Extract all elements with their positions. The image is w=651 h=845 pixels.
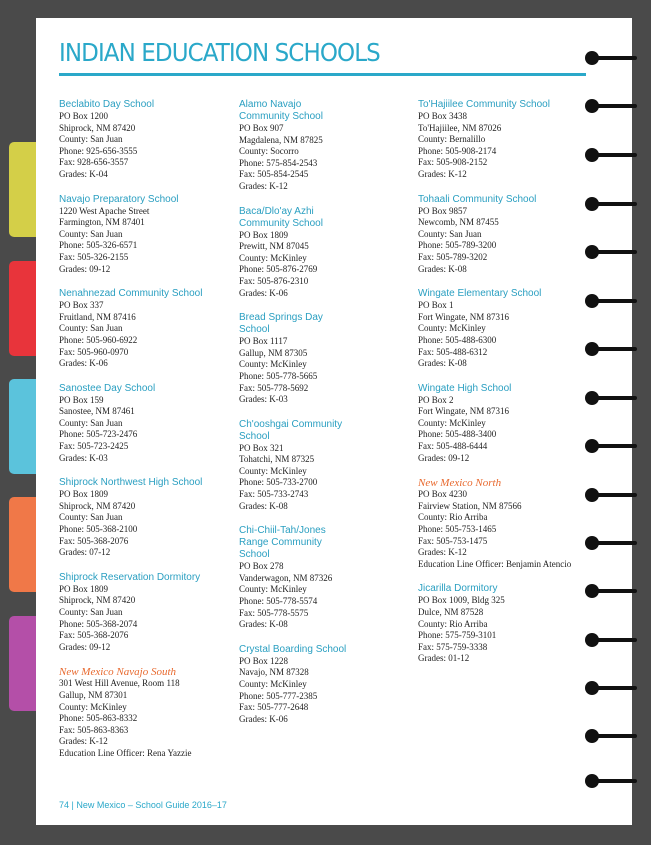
column-right	[418, 99, 596, 678]
entry-detail-line: 301 West Hill Avenue, Room 118	[59, 678, 180, 689]
entry-detail-line: Education Line Officer: Rena Yazzie	[59, 747, 192, 758]
entry-detail-line: PO Box 1009, Bldg 325	[418, 595, 505, 606]
entry-detail-line: Grades: K-12	[59, 736, 108, 747]
entry-detail-line: Fax: 505-777-2648	[239, 702, 309, 713]
entry-detail-line: County: San Juan	[418, 228, 482, 239]
school-entry	[239, 312, 417, 406]
school-name: Crystal Boarding School	[239, 643, 347, 655]
entry-detail-line: Fruitland, NM 87416	[59, 311, 136, 322]
entry-detail-line: PO Box 2	[418, 394, 454, 405]
region-office-entry	[59, 666, 237, 759]
entry-detail-line: County: San Juan	[59, 607, 123, 617]
entry-detail-line: Fax: 505-778-5575	[239, 607, 309, 618]
entry-detail-line: County: Socorro	[239, 146, 299, 157]
school-entry	[418, 194, 596, 276]
entry-detail-line: Phone: 505-876-2769	[239, 264, 318, 275]
entry-detail-line: Phone: 575-854-2543	[239, 157, 318, 168]
binding-ring	[591, 104, 637, 108]
entry-detail-line: Grades: K-06	[59, 358, 108, 369]
column-middle	[239, 99, 417, 738]
entry-detail-line: County: McKinley	[418, 323, 486, 334]
entry-detail-line: Fort Wingate, NM 87316	[418, 311, 509, 322]
school-name: Sanostee Day School	[59, 382, 156, 394]
school-name: Chi-Chiil-Tah/Jones Range Community School	[239, 525, 326, 561]
entry-detail-line: Fax: 505-753-1475	[418, 535, 488, 546]
region-name: New Mexico North	[418, 477, 502, 490]
entry-detail-line: Fax: 928-656-3557	[59, 157, 129, 168]
binding-ring	[591, 250, 637, 254]
entry-detail-line: County: San Juan	[59, 323, 123, 334]
school-name: Beclabito Day School	[59, 99, 155, 110]
entry-detail-line: Shiprock, NM 87420	[59, 595, 136, 606]
color-tab-purple	[9, 616, 39, 711]
entry-detail-line: PO Box 1117	[239, 336, 288, 347]
entry-detail-line: Fax: 505-778-5692	[239, 382, 309, 393]
binding-ring	[591, 202, 637, 206]
entry-detail-line: Phone: 505-488-3400	[418, 429, 497, 440]
entry-detail-line: Phone: 575-759-3101	[418, 630, 497, 641]
entry-detail-line: Phone: 505-733-2700	[239, 477, 318, 488]
entry-detail-line: Phone: 505-789-3200	[418, 240, 497, 251]
entry-detail-line: County: McKinley	[418, 417, 486, 428]
entry-detail-line: PO Box 4230	[418, 489, 468, 500]
entry-detail-line: Fort Wingate, NM 87316	[418, 406, 509, 417]
color-tab-red	[9, 261, 39, 356]
entry-detail-line: Grades: K-12	[418, 547, 467, 558]
entry-detail-line: Phone: 505-723-2476	[59, 429, 138, 440]
binding-ring	[591, 56, 637, 60]
entry-detail-line: Phone: 505-908-2174	[418, 145, 497, 156]
entry-detail-line: Newcomb, NM 87455	[418, 217, 499, 228]
entry-detail-line: PO Box 278	[239, 561, 284, 572]
school-entry	[59, 383, 237, 465]
entry-detail-line: County: McKinley	[239, 465, 307, 476]
entry-detail-line: County: San Juan	[59, 228, 123, 239]
school-name: Jicarilla Dormitory	[418, 583, 498, 595]
entry-detail-line: County: Rio Arriba	[418, 512, 488, 523]
entry-detail-line: Shiprock, NM 87420	[59, 500, 136, 511]
entry-detail-line: Grades: K-08	[418, 263, 467, 274]
school-entry	[59, 99, 237, 181]
entry-detail-line: 1220 West Apache Street	[59, 205, 150, 216]
entry-detail-line: Fax: 505-854-2545	[239, 169, 309, 180]
school-name: Baca/Dlo'ay Azhi Community School	[239, 205, 323, 229]
school-entry	[59, 477, 237, 559]
entry-detail-line: County: McKinley	[239, 679, 307, 689]
binding-ring	[591, 347, 637, 351]
page	[36, 18, 632, 825]
entry-detail-line: PO Box 3438	[418, 111, 468, 121]
school-entry	[418, 583, 596, 665]
entry-detail-line: Fax: 505-368-2076	[59, 630, 129, 641]
entry-detail-line: County: San Juan	[59, 512, 123, 523]
school-name: Wingate High School	[418, 382, 512, 394]
entry-detail-line: Farmington, NM 87401	[59, 217, 145, 228]
entry-detail-line: Tohatchi, NM 87325	[239, 454, 315, 465]
binding-ring	[591, 396, 637, 400]
entry-detail-line: Grades: K-04	[59, 168, 108, 179]
entry-detail-line: PO Box 321	[239, 442, 284, 453]
binding-ring	[591, 299, 637, 303]
entry-detail-line: Phone: 925-656-3555	[59, 145, 138, 156]
entry-detail-line: Shiprock, NM 87420	[59, 122, 136, 133]
entry-detail-line: Fax: 505-789-3202	[418, 251, 488, 262]
entry-detail-line: Grades: 07-12	[59, 547, 111, 558]
binding-ring	[591, 638, 637, 642]
entry-detail-line: Phone: 505-326-6571	[59, 240, 138, 251]
school-name: Alamo Navajo Community School	[239, 99, 323, 122]
entry-detail-line: Navajo, NM 87328	[239, 667, 309, 678]
binding-ring	[591, 153, 637, 157]
school-entry	[59, 288, 237, 370]
entry-detail-line: County: McKinley	[239, 359, 307, 370]
entry-detail-line: PO Box 1	[418, 300, 454, 311]
entry-detail-line: Phone: 505-368-2074	[59, 618, 138, 629]
color-tab-yellow	[9, 142, 39, 237]
entry-detail-line: Fax: 505-326-2155	[59, 251, 129, 262]
entry-detail-line: Grades: K-12	[239, 180, 288, 191]
entry-detail-line: County: Bernalillo	[418, 134, 486, 145]
entry-detail-line: Education Line Officer: Benjamin Atencio	[418, 558, 572, 569]
entry-detail-line: PO Box 1809	[59, 489, 109, 500]
entry-detail-line: PO Box 1809	[239, 229, 289, 240]
school-entry	[239, 525, 417, 631]
binding-ring	[591, 589, 637, 593]
entry-detail-line: Dulce, NM 87528	[418, 607, 484, 617]
entry-detail-line: Magdalena, NM 87825	[239, 134, 323, 145]
entry-detail-line: PO Box 159	[59, 394, 104, 405]
entry-detail-line: PO Box 9857	[418, 205, 468, 216]
entry-detail-line: Fax: 505-908-2152	[418, 157, 488, 168]
entry-detail-line: To'Hajiilee, NM 87026	[418, 122, 502, 133]
entry-detail-line: Fax: 505-488-6444	[418, 441, 488, 452]
entry-detail-line: Sanostee, NM 87461	[59, 406, 135, 417]
school-entry	[59, 572, 237, 654]
page-title: INDIAN EDUCATION SCHOOLS	[59, 38, 380, 67]
school-entry	[239, 419, 417, 513]
entry-detail-line: Grades: K-03	[239, 394, 288, 405]
entry-detail-line: Fairview Station, NM 87566	[418, 500, 522, 511]
school-name: Tohaali Community School	[418, 193, 537, 205]
entry-detail-line: Grades: K-08	[239, 500, 288, 511]
entry-detail-line: Fax: 505-488-6312	[418, 346, 488, 357]
entry-detail-line: County: McKinley	[239, 252, 307, 263]
spiral-binding	[591, 0, 651, 845]
region-office-entry	[418, 477, 596, 570]
column-left	[59, 99, 237, 773]
entry-detail-line: Phone: 505-753-1465	[418, 524, 497, 535]
entry-detail-line: Grades: K-12	[418, 168, 467, 179]
school-entry	[239, 644, 417, 726]
school-entry	[239, 99, 417, 193]
entry-detail-line: Grades: K-08	[418, 358, 467, 369]
entry-detail-line: PO Box 1809	[59, 583, 109, 594]
school-entry	[418, 99, 596, 181]
school-name: To'Hajiilee Community School	[418, 99, 550, 110]
school-name: Wingate Elementary School	[418, 288, 542, 300]
entry-detail-line: County: McKinley	[59, 701, 127, 712]
binding-ring	[591, 541, 637, 545]
school-name: Ch'ooshgai Community School	[239, 418, 343, 442]
entry-detail-line: Grades: 09-12	[418, 452, 470, 463]
title-rule	[59, 73, 586, 76]
entry-detail-line: Prewitt, NM 87045	[239, 241, 309, 252]
entry-detail-line: Phone: 505-778-5665	[239, 370, 318, 381]
binding-ring	[591, 493, 637, 497]
color-tab-orange	[9, 497, 39, 592]
school-name: Shiprock Northwest High School	[59, 477, 203, 489]
entry-detail-line: Grades: 09-12	[59, 641, 111, 652]
binding-ring	[591, 444, 637, 448]
school-name: Navajo Preparatory School	[59, 193, 179, 205]
entry-detail-line: PO Box 337	[59, 300, 104, 311]
entry-detail-line: Phone: 505-960-6922	[59, 334, 138, 345]
entry-detail-line: Grades: K-06	[239, 713, 288, 724]
entry-detail-line: Phone: 505-863-8332	[59, 713, 138, 724]
school-entry	[418, 383, 596, 465]
entry-detail-line: Grades: 09-12	[59, 263, 111, 274]
entry-detail-line: Phone: 505-368-2100	[59, 524, 138, 535]
entry-detail-line: Gallup, NM 87305	[239, 347, 308, 358]
entry-detail-line: Vanderwagon, NM 87326	[239, 572, 333, 583]
region-name: New Mexico Navajo South	[59, 666, 177, 679]
binding-ring	[591, 686, 637, 690]
school-entry	[418, 288, 596, 370]
entry-detail-line: Grades: K-03	[59, 452, 108, 463]
entry-detail-line: County: San Juan	[59, 134, 123, 145]
entry-detail-line: County: Rio Arriba	[418, 618, 488, 629]
school-name: Nenahnezad Community School	[59, 288, 203, 300]
entry-detail-line: Fax: 505-723-2425	[59, 441, 129, 452]
entry-detail-line: PO Box 1200	[59, 111, 109, 121]
entry-detail-line: Fax: 505-876-2310	[239, 275, 309, 286]
entry-detail-line: Fax: 505-960-0970	[59, 346, 129, 357]
entry-detail-line: Phone: 505-777-2385	[239, 690, 318, 701]
entry-detail-line: County: San Juan	[59, 417, 123, 428]
entry-detail-line: Fax: 505-863-8363	[59, 724, 129, 735]
color-tab-blue	[9, 379, 39, 474]
school-name: Bread Springs Day School	[239, 312, 323, 336]
school-entry	[239, 206, 417, 300]
entry-detail-line: PO Box 1228	[239, 655, 289, 666]
page-footer: 74 | New Mexico – School Guide 2016–17	[59, 800, 227, 810]
binding-ring	[591, 779, 637, 783]
entry-detail-line: Gallup, NM 87301	[59, 689, 128, 700]
entry-detail-line: County: McKinley	[239, 584, 307, 595]
school-name: Shiprock Reservation Dormitory	[59, 571, 201, 583]
entry-detail-line: PO Box 907	[239, 123, 284, 133]
school-entry	[59, 194, 237, 276]
entry-detail-line: Fax: 575-759-3338	[418, 641, 488, 652]
entry-detail-line: Phone: 505-778-5574	[239, 596, 318, 607]
entry-detail-line: Fax: 505-368-2076	[59, 535, 129, 546]
entry-detail-line: Grades: 01-12	[418, 653, 470, 664]
binding-ring	[591, 734, 637, 738]
entry-detail-line: Grades: K-08	[239, 619, 288, 630]
entry-detail-line: Grades: K-06	[239, 287, 288, 298]
entry-detail-line: Fax: 505-733-2743	[239, 489, 309, 500]
entry-detail-line: Phone: 505-488-6300	[418, 334, 497, 345]
